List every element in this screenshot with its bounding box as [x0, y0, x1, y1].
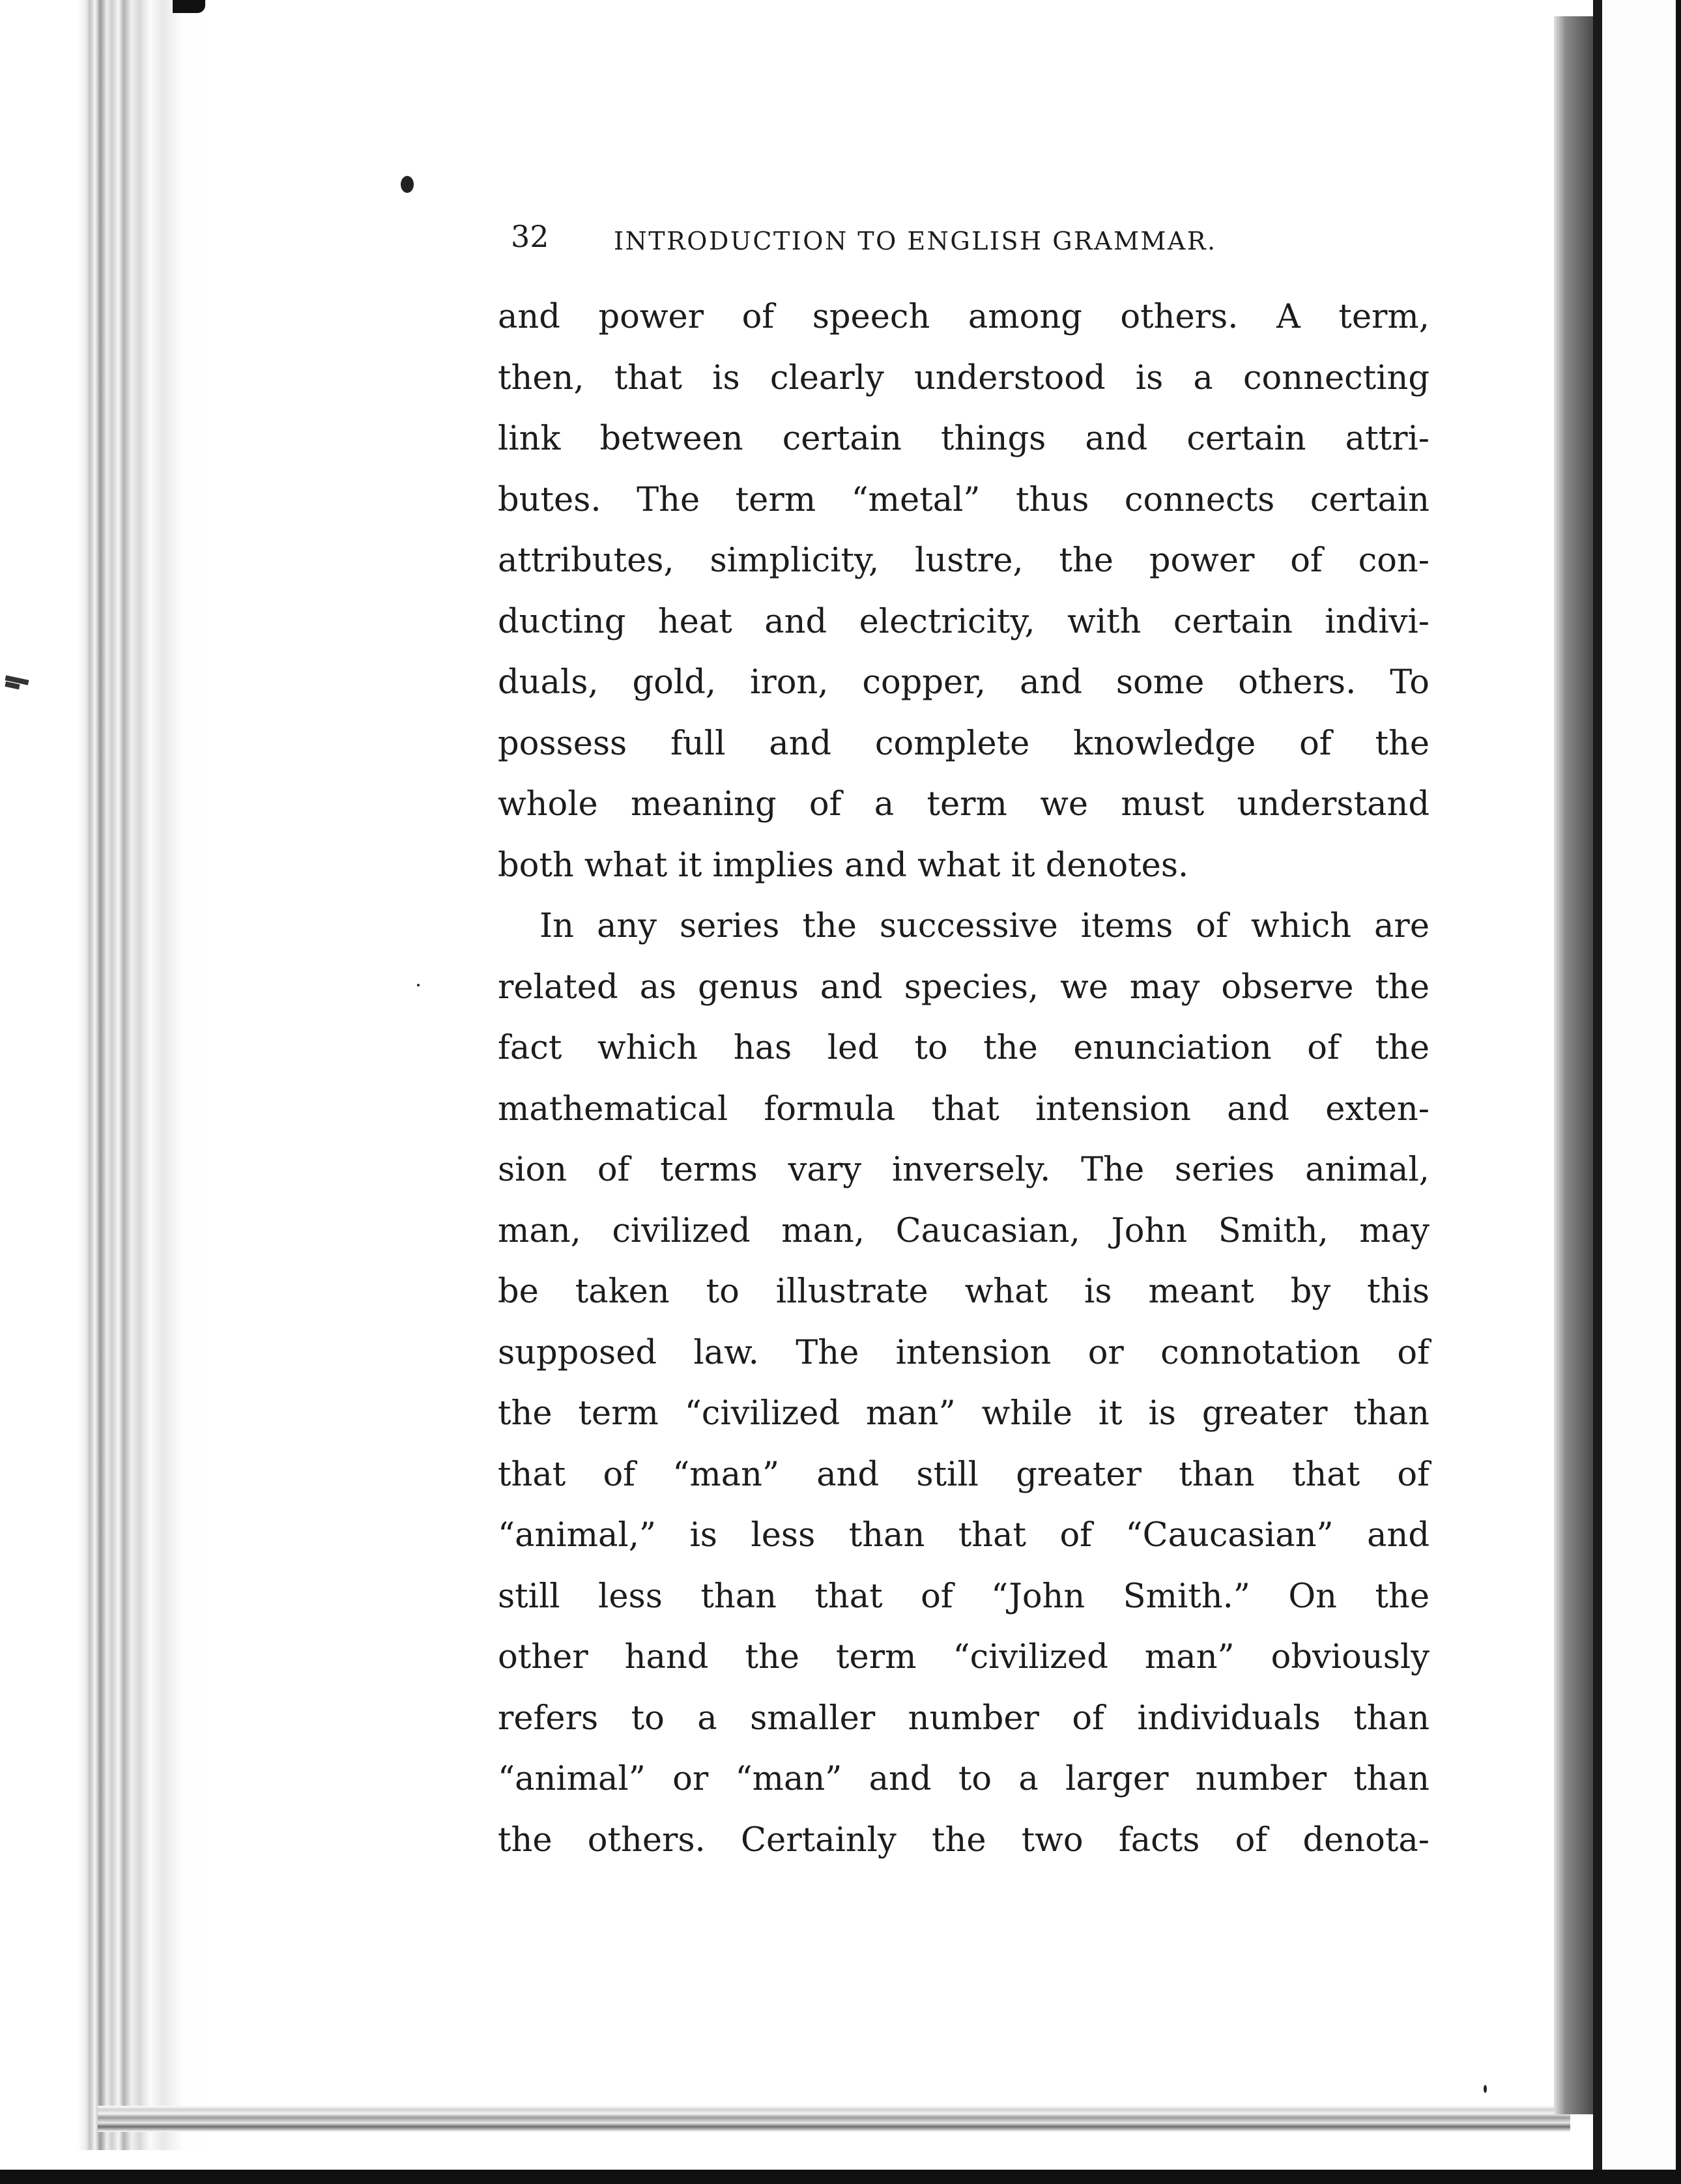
text-line: the term “civilized man” while it is greater than — [498, 1394, 1430, 1433]
right-gutter-shadow — [1554, 16, 1593, 2114]
text-line: link between certain things and certain attri- — [498, 420, 1430, 458]
text-line: refers to a smaller number of individuals than — [498, 1699, 1430, 1738]
paragraph — [498, 287, 1430, 896]
page-stack-edge — [78, 0, 208, 2150]
top-binding-tab — [173, 0, 205, 13]
ink-speck — [1484, 2085, 1487, 2093]
text-line: the others. Certainly the two facts of denota- — [498, 1820, 1430, 1860]
text-line: and power of speech among others. A term, — [498, 298, 1430, 336]
left-margin — [0, 0, 85, 2184]
text-line: ducting heat and electricity, with certain indivi- — [498, 602, 1430, 641]
text-line: other hand the term “civilized man” obviously — [498, 1638, 1430, 1676]
text-line: whole meaning of a term we must understand — [498, 785, 1430, 824]
text-line: In any series the successive items of which are — [539, 907, 1430, 945]
ink-speck — [417, 984, 420, 986]
text-line: attributes, simplicity, lustre, the power of con- — [498, 541, 1430, 580]
text-line: mathematical formula that intension and exten- — [498, 1089, 1430, 1128]
text-line: related as genus and species, we may observe the — [498, 968, 1430, 1007]
facing-page-edge — [1602, 0, 1681, 2184]
text-line: both what it implies and what it denotes. — [498, 846, 1189, 885]
text-line: possess full and complete knowledge of the — [498, 724, 1430, 763]
paragraph — [498, 896, 1430, 1871]
bottom-scan-border — [0, 2170, 1681, 2184]
book-page — [498, 215, 1430, 1871]
text-line: still less than that of “John Smith.” On the — [498, 1577, 1430, 1616]
text-line: “animal” or “man” and to a larger number than — [498, 1760, 1430, 1798]
text-line: duals, gold, iron, copper, and some others. To — [498, 663, 1430, 702]
running-header — [498, 215, 1430, 267]
bottom-page-edge — [98, 2106, 1570, 2132]
body-text — [498, 287, 1430, 1871]
text-line: fact which has led to the enunciation of the — [498, 1029, 1430, 1067]
page-number: 32 — [511, 219, 549, 254]
text-line: “animal,” is less than that of “Caucasian” and — [498, 1516, 1430, 1555]
text-line: sion of terms vary inversely. The series animal, — [498, 1151, 1430, 1189]
text-line: then, that is clearly understood is a connecting — [498, 358, 1430, 397]
text-line: man, civilized man, Caucasian, John Smith, may — [498, 1211, 1430, 1250]
text-line: be taken to illustrate what is meant by this — [498, 1272, 1430, 1311]
right-binding-strip — [1593, 0, 1602, 2184]
ink-speck — [401, 176, 414, 193]
text-line: supposed law. The intension or connotation of — [498, 1333, 1430, 1372]
text-line: that of “man” and still greater than that of — [498, 1455, 1430, 1494]
right-scan-border — [1676, 0, 1681, 2184]
text-line: butes. The term “metal” thus connects certain — [498, 480, 1430, 519]
running-title: INTRODUCTION TO ENGLISH GRAMMAR. — [614, 227, 1217, 255]
